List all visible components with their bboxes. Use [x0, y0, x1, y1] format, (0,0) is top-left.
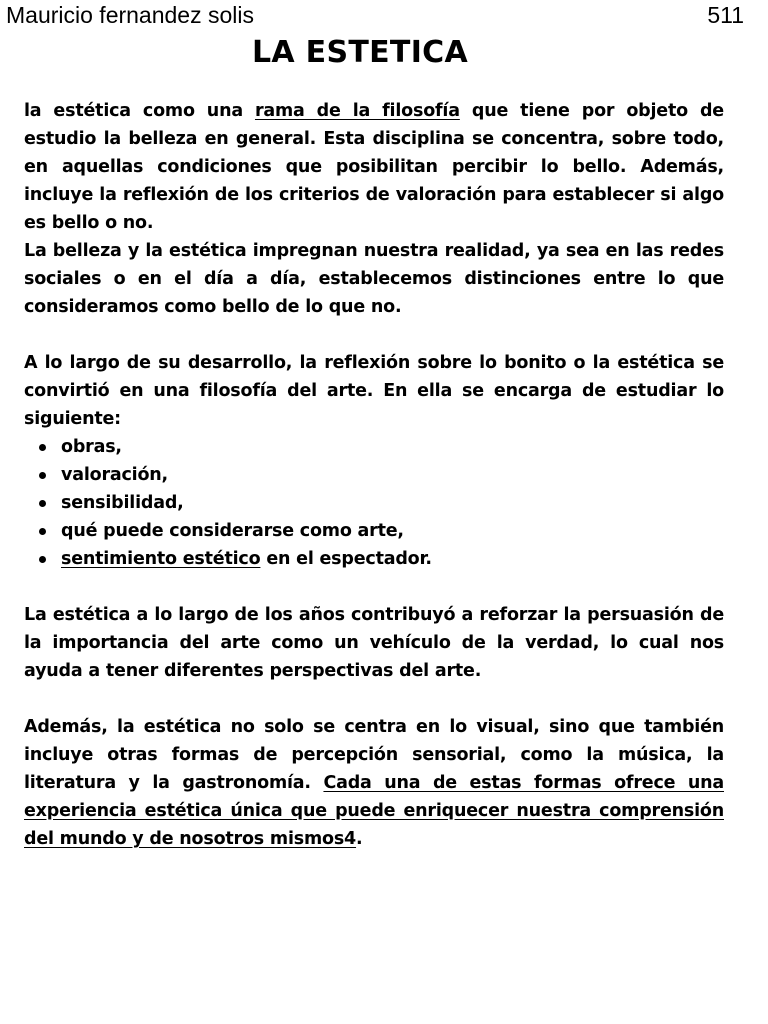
paragraph-definition [24, 97, 724, 237]
list-item: valoración, [61, 461, 724, 489]
paragraph-end: . [356, 829, 363, 849]
paragraph-spacer [24, 321, 724, 349]
paragraph-desarrollo: A lo largo de su desarrollo, la reflexión sobre lo bonito o la estética se convirtió en una filosofía del arte. En ella se encarga de estudiar lo siguiente: [24, 353, 724, 429]
page-header [0, 0, 768, 30]
underlined-phrase-sentimiento: sentimiento estético [61, 549, 261, 569]
paragraph-spacer [24, 685, 724, 713]
document-body [24, 97, 724, 853]
paragraph-verdad: La estética a lo largo de los años contribuyó a reforzar la persuasión de la importancia del arte como un vehículo de la verdad, lo cual nos ayuda a tener diferentes perspectivas del arte. [24, 605, 724, 681]
paragraph-sensorial [24, 713, 724, 853]
list-item: sensibilidad, [61, 489, 724, 517]
underlined-phrase-rama-filosofia: rama de la filosofía [254, 101, 460, 121]
list-item: qué puede considerarse como arte, [61, 517, 724, 545]
list-item-text: en el espectador. [260, 549, 432, 569]
list-item [61, 545, 724, 573]
list-item: obras, [61, 433, 724, 461]
page-number: 511 [707, 2, 744, 28]
document-title: LA ESTETICA [252, 35, 468, 70]
paragraph-text: que tiene por objeto de estudio la belleza en general. Esta disciplina se concentra, sobre todo, en aquellas condiciones que posibilitan percibir lo bello. Además, incluye la reflexión de los criterios de valoración para establecer si algo es bello o no. [24, 101, 724, 233]
author-name: Mauricio fernandez solis [6, 2, 255, 28]
paragraph-belleza: La belleza y la estética impregnan nuestra realidad, ya sea en las redes sociales o en el día a día, establecemos distinciones entre lo que consideramos como bello de lo que no. [24, 241, 724, 317]
underlined-phrase-experiencia: Cada una de estas formas ofrece una experiencia estética única que puede enriquecer nuestra comprensión del mundo y de nosotros mismos4 [24, 773, 724, 849]
paragraph-text: Además, la estética no solo se centra en lo visual, sino que también incluye otras formas de percepción sensorial, como la música, la literatura y la gastronomía. [24, 717, 724, 793]
paragraph-spacer [24, 573, 724, 601]
paragraph-text: la estética como una [24, 101, 255, 121]
bullet-list [24, 433, 724, 573]
